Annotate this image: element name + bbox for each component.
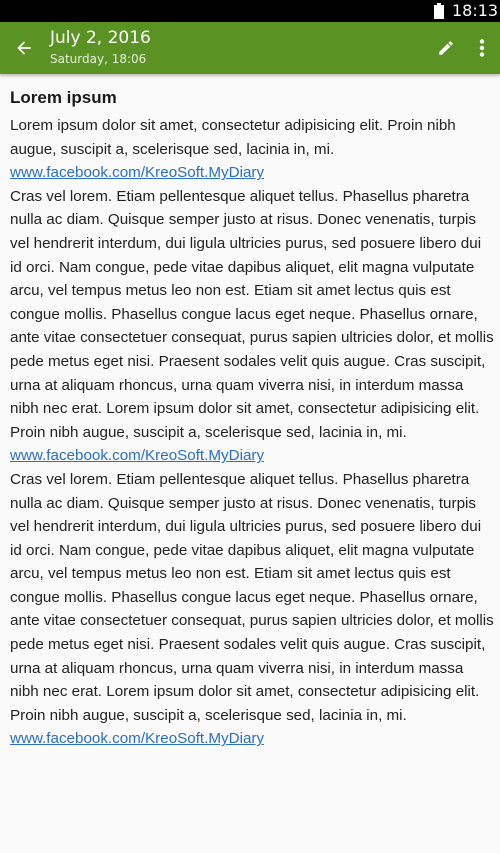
entry-date-title: July 2, 2016 [50, 28, 151, 48]
app-bar [0, 22, 500, 74]
entry-body [10, 114, 494, 751]
entry-paragraph: Cras vel lorem. Etiam pellentesque aliquet tellus. Phasellus pharetra nulla ac diam. Quisque semper justo at risus. Donec venenatis, turpis vel hendrerit interdum, dui ligula ultricies purus, sed posuere libero dui id orci. Nam congue, pede vitae dapibus aliquet, elit magna vulputate arcu, vel tempus metus leo non est. Etiam sit amet lectus quis est congue mollis. Phasellus congue lacus eget neque. Phasellus ornare, ante vitae consectetuer consequat, purus sapien ultricies dolor, et mollis pede metus eget nisi. Praesent sodales velit quis augue. Cras suscipit, urna at aliquam rhoncus, urna quam viverra nisi, in interdum massa nibh nec erat. Lorem ipsum dolor sit amet, consectetur adipisicing elit. Proin nibh augue, suscipit a, scelerisque sed, lacinia in, mi. [10, 187, 494, 441]
edit-button[interactable] [430, 32, 462, 64]
status-bar [0, 0, 500, 22]
entry-date-subtitle: Saturday, 18:06 [50, 52, 147, 66]
battery-icon [434, 3, 444, 19]
more-options-button[interactable] [468, 32, 496, 64]
back-button[interactable] [8, 32, 40, 64]
entry-content [10, 84, 494, 853]
status-time: 18:13 [452, 1, 499, 20]
facebook-link[interactable]: www.facebook.com/KreoSoft.MyDiary [10, 730, 265, 748]
entry-paragraph: Cras vel lorem. Etiam pellentesque aliquet tellus. Phasellus pharetra nulla ac diam. Quisque semper justo at risus. Donec venenatis, turpis vel hendrerit interdum, dui ligula ultricies purus, sed posuere libero dui id orci. Nam congue, pede vitae dapibus aliquet, elit magna vulputate arcu, vel tempus metus leo non est. Etiam sit amet lectus quis est congue mollis. Phasellus congue lacus eget neque. Phasellus ornare, ante vitae consectetuer consequat, purus sapien ultricies dolor, et mollis pede metus eget nisi. Praesent sodales velit quis augue. Cras suscipit, urna at aliquam rhoncus, urna quam viverra nisi, in interdum massa nibh nec erat. Lorem ipsum dolor sit amet, consectetur adipisicing elit. Proin nibh augue, suscipit a, scelerisque sed, lacinia in, mi. [10, 470, 494, 724]
entry-title: Lorem ipsum [10, 88, 117, 107]
facebook-link[interactable]: www.facebook.com/KreoSoft.MyDiary [10, 447, 265, 465]
entry-paragraph-intro: Lorem ipsum dolor sit amet, consectetur adipisicing elit. Proin nibh augue, suscipit a, scelerisque sed, lacinia in, mi. [10, 117, 456, 158]
facebook-link[interactable]: www.facebook.com/KreoSoft.MyDiary [10, 164, 265, 182]
